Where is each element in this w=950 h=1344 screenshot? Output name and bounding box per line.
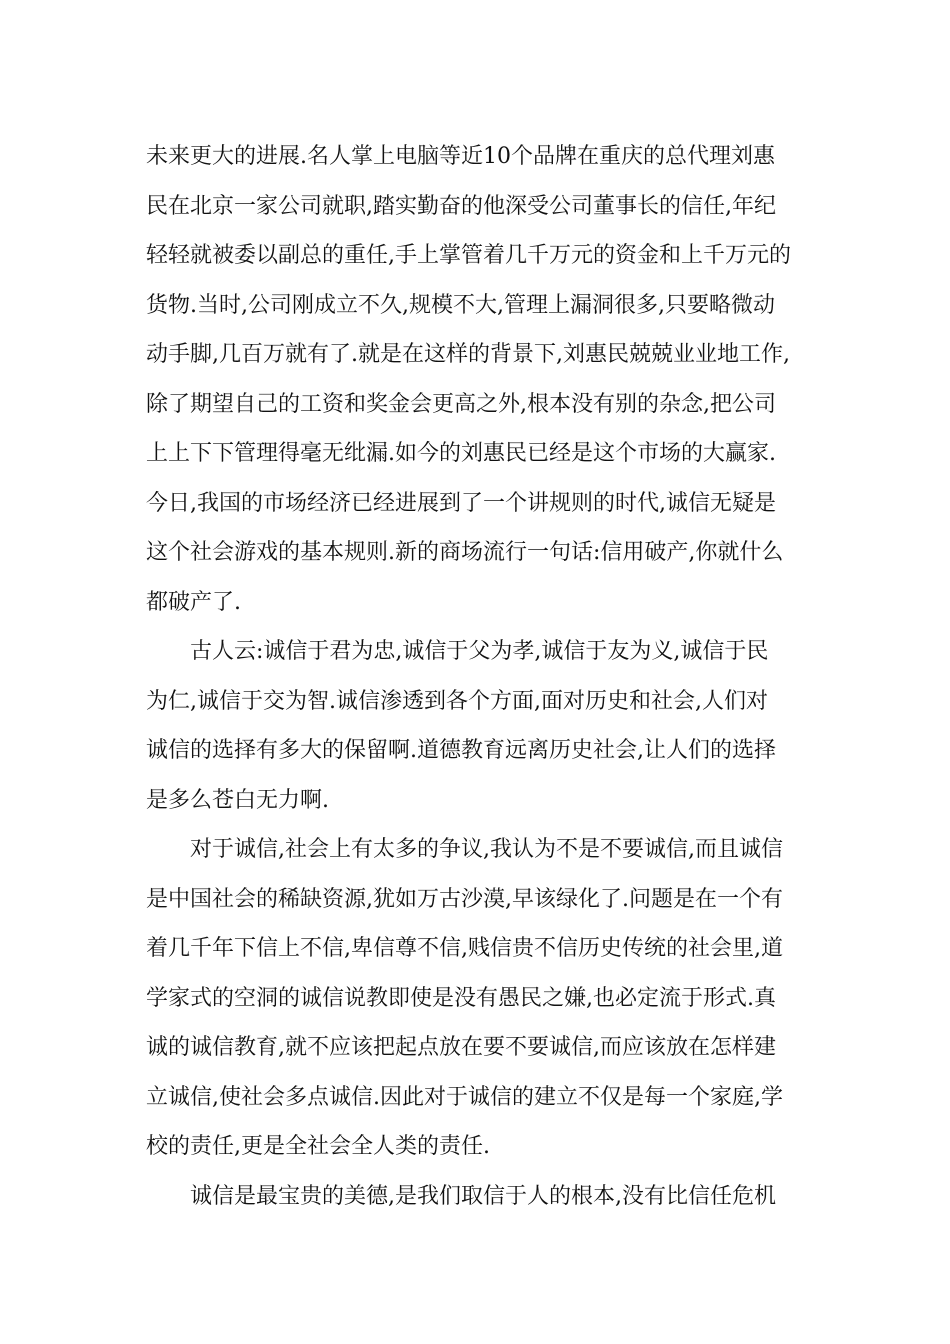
text-line: 今日,我国的市场经济已经进展到了一个讲规则的时代,诚信无疑是 <box>146 490 776 516</box>
text-line: 货物.当时,公司刚成立不久,规模不大,管理上漏洞很多,只要略微动 <box>146 292 775 318</box>
paragraph-first-line: 古人云:诚信于君为忠,诚信于父为孝,诚信于友为义,诚信于民 <box>190 639 769 664</box>
text-line: 校的责任,更是全社会全人类的责任. <box>146 1134 490 1159</box>
text-line: 都破产了. <box>146 589 241 615</box>
text-line: 为仁,诚信于交为智.诚信渗透到各个方面,面对历史和社会,人们对 <box>146 688 768 714</box>
text-line: 上上下下管理得毫无纰漏.如今的刘惠民已经是这个市场的大赢家. <box>146 441 776 466</box>
text-line: 诚信的选择有多大的保留啊.道德教育远离历史社会,让人们的选择 <box>146 738 776 763</box>
text-line: 学家式的空洞的诚信说教即使是没有愚民之嫌,也必定流于形式.真 <box>146 985 776 1011</box>
text-line: 诚的诚信教育,就不应该把起点放在要不要诚信,而应该放在怎样建 <box>146 1035 776 1060</box>
text-line: 这个社会游戏的基本规则.新的商场流行一句话:信用破产,你就什么 <box>146 540 784 565</box>
text-line: 是中国社会的稀缺资源,犹如万古沙漠,早该绿化了.问题是在一个有 <box>146 886 783 912</box>
text-line: 除了期望自己的工资和奖金会更高之外,根本没有别的杂念,把公司 <box>146 391 776 417</box>
text-line: 立诚信,使社会多点诚信.因此对于诚信的建立不仅是每一个家庭,学 <box>146 1084 783 1110</box>
text-line: 民在北京一家公司就职,踏实勤奋的他深受公司董事长的信任,年纪 <box>146 193 776 219</box>
paragraph-first-line: 对于诚信,社会上有太多的争议,我认为不是不要诚信,而且诚信 <box>190 837 783 862</box>
text-line: 未来更大的进展.名人掌上电脑等近10个品牌在重庆的总代理刘惠 <box>146 144 775 169</box>
text-line: 着几千年下信上不信,卑信尊不信,贱信贵不信历史传统的社会里,道 <box>146 936 783 961</box>
text-line: 是多么苍白无力啊. <box>146 787 329 813</box>
paragraph-first-line: 诚信是最宝贵的美德,是我们取信于人的根本,没有比信任危机 <box>190 1183 776 1209</box>
document-body <box>146 132 810 1221</box>
text-line: 动手脚,几百万就有了.就是在这样的背景下,刘惠民兢兢业业地工作, <box>146 342 790 367</box>
text-line: 轻轻就被委以副总的重任,手上掌管着几千万元的资金和上千万元的 <box>146 243 791 268</box>
